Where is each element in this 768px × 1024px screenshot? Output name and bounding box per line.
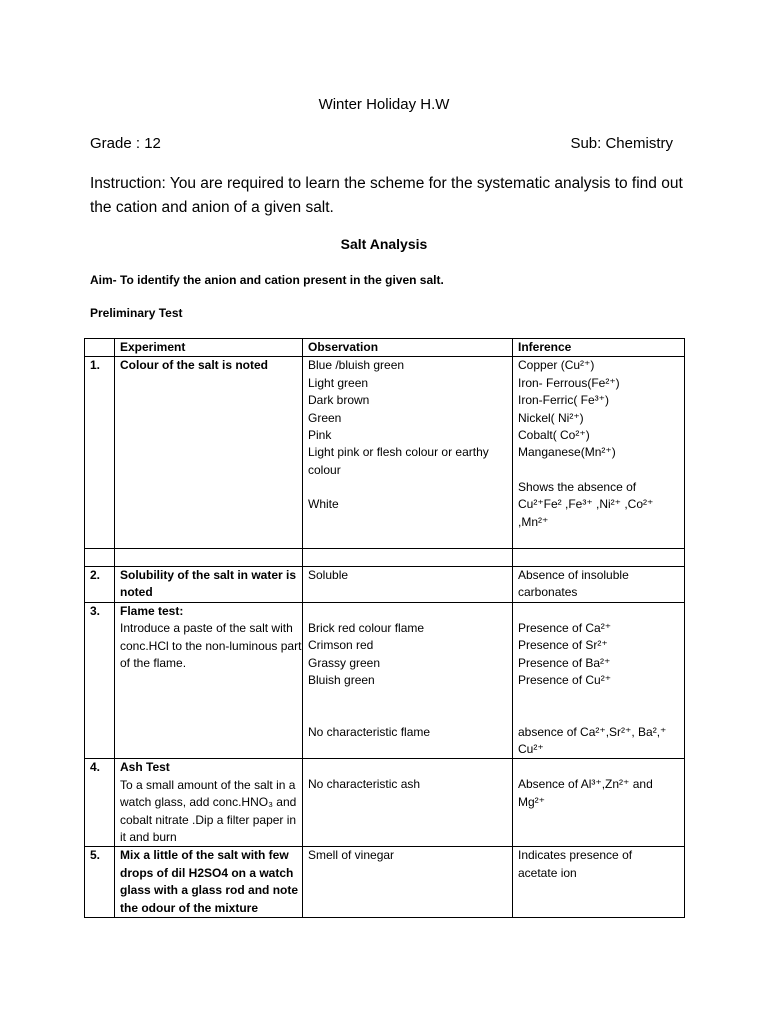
experiment-cell (115, 759, 303, 847)
inference-cell (513, 759, 685, 847)
observation-line: White (308, 497, 339, 512)
inference-line: Shows the absence of (518, 479, 637, 494)
inference-line: Iron- Ferrous(Fe²⁺) (518, 375, 620, 390)
observation-line: Bluish green (308, 673, 375, 688)
inference-cell: Indicates presence of acetate ion (513, 847, 685, 918)
inference-line: Presence of Ba²⁺ (518, 655, 611, 670)
inference-line: Nickel( Ni²⁺) (518, 410, 584, 425)
header-num (85, 339, 115, 357)
inference-cell (513, 357, 685, 549)
experiment-cell (115, 602, 303, 758)
observation-line: Green (308, 410, 342, 425)
inference-line: Presence of Sr²⁺ (518, 638, 608, 653)
experiment-title: Ash Test (120, 760, 170, 775)
inference-line: Cobalt( Co²⁺) (518, 428, 590, 443)
observation-line: Crimson red (308, 638, 374, 653)
row-number: 3. (85, 602, 115, 758)
observation-cell: Soluble (303, 567, 513, 603)
observation-cell (303, 602, 513, 758)
experiment-cell: Colour of the salt is noted (115, 357, 303, 549)
inference-line: Copper (Cu²⁺) (518, 358, 595, 373)
table-row (85, 759, 685, 847)
observation-line: Grassy green (308, 655, 381, 670)
observation-line: Brick red colour flame (308, 620, 425, 635)
document-title: Winter Holiday H.W (318, 96, 450, 113)
instruction-text: Instruction: You are required to learn the scheme for the systematic analysis to find out the cation and anion of a given salt. (90, 175, 683, 216)
inference-line: Manganese(Mn²⁺) (518, 445, 616, 460)
inference-line: Presence of Cu²⁺ (518, 673, 612, 688)
observation-line: Blue /bluish green (308, 358, 405, 373)
inference-line: absence of Ca²⁺,Sr²⁺, Ba²,⁺ Cu²⁺ (518, 724, 667, 756)
row-number: 4. (85, 759, 115, 847)
subject-label: Sub: Chemistry (570, 135, 673, 152)
table-row (85, 602, 685, 758)
header-inference: Inference (513, 339, 685, 357)
table-row (85, 847, 685, 918)
experiment-title: Flame test: (120, 603, 184, 618)
observation-line: Dark brown (308, 393, 370, 408)
experiment-text: To a small amount of the salt in a watch glass, add conc.HNO₃ and cobalt nitrate .Dip a filter paper in it and burn (120, 777, 297, 844)
inference-line: Cu²⁺Fe² ,Fe³⁺ ,Ni²⁺ ,Co²⁺ ,Mn²⁺ (518, 497, 654, 529)
inference-cell: Absence of insoluble carbonates (513, 567, 685, 603)
section-heading: Salt Analysis (340, 236, 428, 252)
row-number: 2. (85, 567, 115, 603)
grade-label: Grade : 12 (90, 135, 161, 152)
preliminary-test-heading: Preliminary Test (90, 306, 183, 320)
observation-line: Light green (308, 375, 369, 390)
row-number: 5. (85, 847, 115, 918)
aim-text: Aim- To identify the anion and cation present in the given salt. (90, 273, 444, 287)
row-number: 1. (85, 357, 115, 549)
experiment-cell: Solubility of the salt in water is noted (115, 567, 303, 603)
table-row (85, 357, 685, 549)
salt-analysis-table (84, 338, 685, 918)
header-experiment: Experiment (115, 339, 303, 357)
inference-line: Presence of Ca²⁺ (518, 620, 612, 635)
inference-line: Iron-Ferric( Fe³⁺) (518, 393, 609, 408)
table-header-row (85, 339, 685, 357)
empty-row (85, 549, 685, 567)
observation-cell (303, 759, 513, 847)
table-row (85, 567, 685, 603)
observation-line: No characteristic ash (308, 777, 421, 792)
observation-cell: Smell of vinegar (303, 847, 513, 918)
header-observation: Observation (303, 339, 513, 357)
observation-line: Light pink or flesh colour or earthy colour (308, 445, 489, 477)
observation-cell (303, 357, 513, 549)
inference-line: Absence of Al³⁺,Zn²⁺ and Mg²⁺ (518, 777, 653, 809)
inference-cell (513, 602, 685, 758)
experiment-cell: Mix a little of the salt with few drops of dil H2SO4 on a watch glass with a glass rod and note the odour of the mixture (115, 847, 303, 918)
observation-line: No characteristic flame (308, 724, 431, 739)
experiment-text: Introduce a paste of the salt with conc.HCl to the non-luminous part of the flame. (120, 621, 302, 671)
observation-line: Pink (308, 428, 332, 443)
